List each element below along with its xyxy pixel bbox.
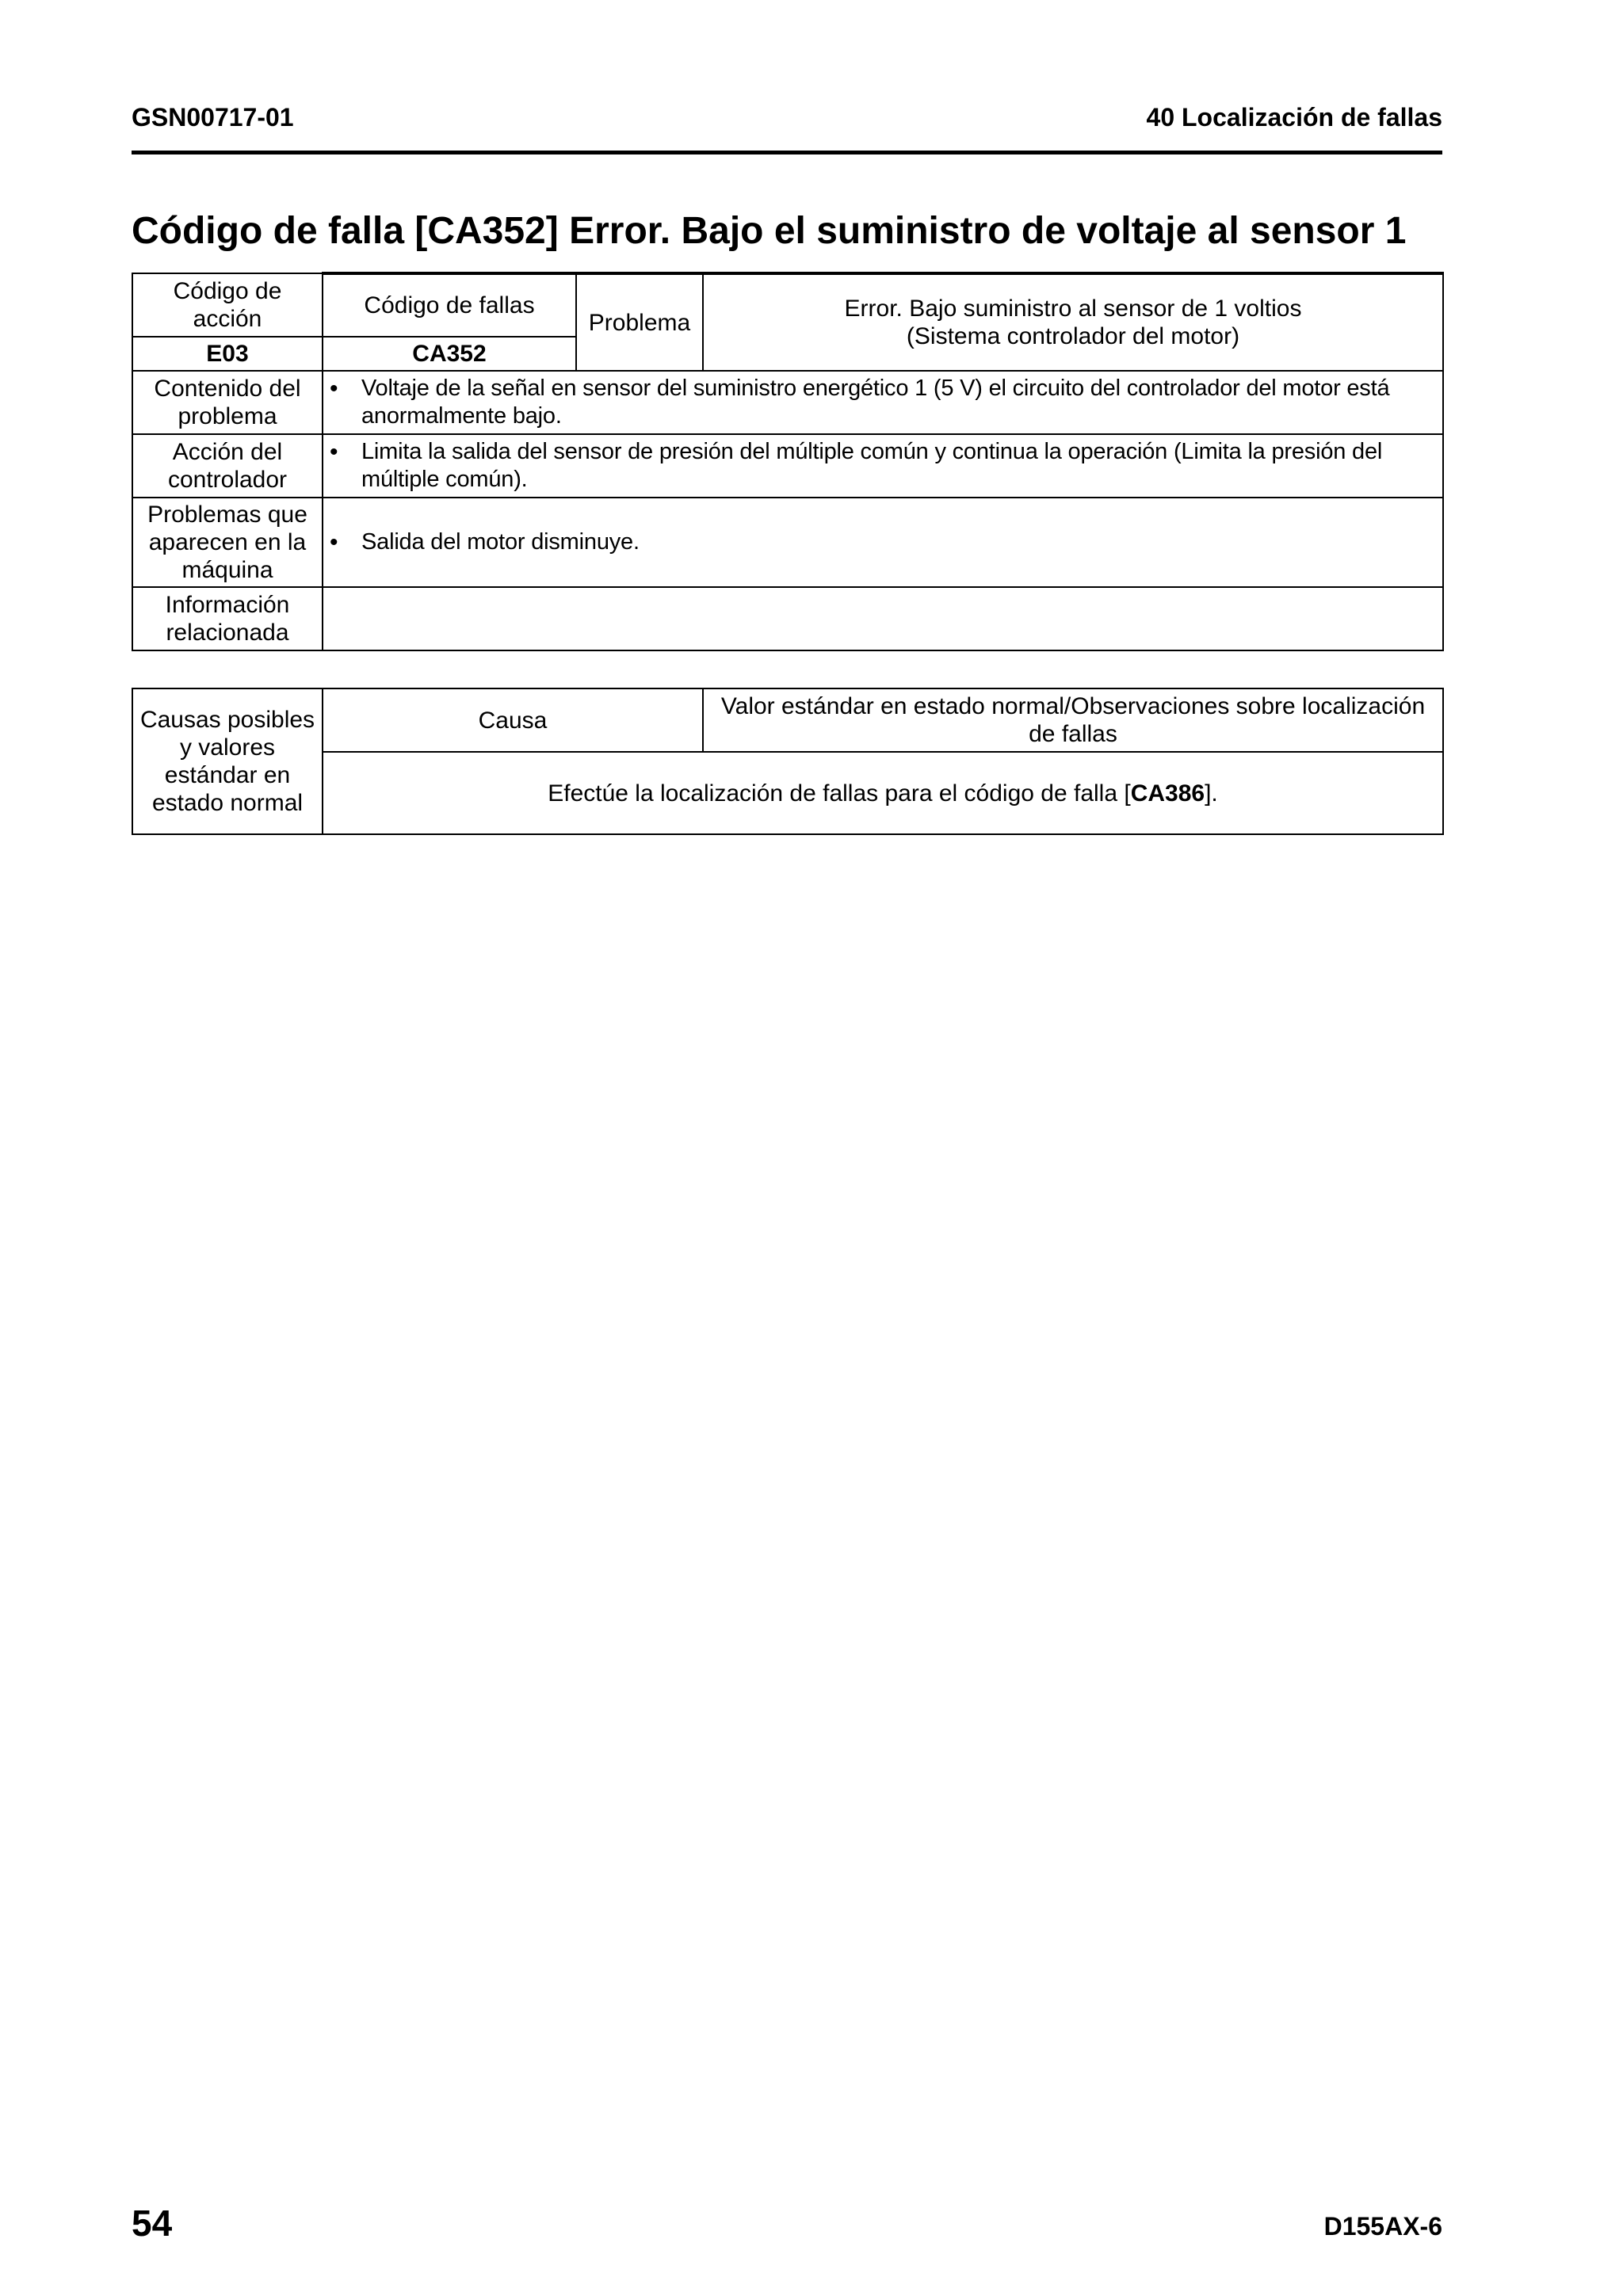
controller-action (323, 434, 1443, 498)
document-code: GSN00717-01 (132, 103, 294, 132)
cause-header: Causa (323, 688, 703, 752)
machine-problems (323, 498, 1443, 587)
problem-line-1: Error. Bajo suministro al sensor de 1 voltios (844, 296, 1302, 322)
bullet: • (330, 376, 338, 402)
instruction-prefix: Efectúe la localización de fallas para el código de falla [ (548, 780, 1131, 807)
action-code-label: Código de acción (132, 273, 323, 337)
page-title: Código de falla [CA352] Error. Bajo el suministro de voltaje al sensor 1 (132, 210, 1407, 252)
troubleshooting-instruction (323, 752, 1443, 834)
problem-content-text: Voltaje de la señal en sensor del suministro energético 1 (5 V) el circuito del controlador del motor está anormalmente bajo. (361, 376, 1390, 429)
problem-label: Problema (576, 273, 703, 371)
instruction-suffix: ]. (1205, 780, 1218, 807)
fault-info-table (132, 272, 1444, 651)
controller-action-text: Limita la salida del sensor de presión del múltiple común y continua la operación (Limita la presión del múltiple común). (361, 439, 1383, 492)
machine-problems-text: Salida del motor disminuye. (361, 529, 640, 555)
bullet: • (330, 529, 338, 555)
fault-code-label: Código de fallas (323, 273, 576, 337)
machine-problems-label: Problemas que aparecen en la máquina (132, 498, 323, 587)
problem-content (323, 371, 1443, 434)
causes-table (132, 688, 1444, 835)
page-number: 54 (132, 2203, 173, 2244)
model-code: D155AX-6 (1323, 2212, 1442, 2241)
related-info-label: Información relacionada (132, 587, 323, 650)
problem-line-2: (Sistema controlador del motor) (906, 323, 1240, 349)
section-title: 40 Localización de fallas (1146, 103, 1442, 132)
controller-action-label: Acción del controlador (132, 434, 323, 498)
action-code-value: E03 (132, 337, 323, 371)
header-divider (132, 151, 1442, 154)
problem-content-label: Contenido del problema (132, 371, 323, 434)
instruction-code: CA386 (1130, 780, 1205, 807)
standard-value-header: Valor estándar en estado normal/Observaciones sobre localización de fallas (703, 688, 1443, 752)
fault-code-value: CA352 (323, 337, 576, 371)
bullet: • (330, 439, 338, 465)
related-info (323, 587, 1443, 650)
problem-description (703, 273, 1443, 371)
causes-label: Causas posibles y valores estándar en estado normal (132, 688, 323, 834)
